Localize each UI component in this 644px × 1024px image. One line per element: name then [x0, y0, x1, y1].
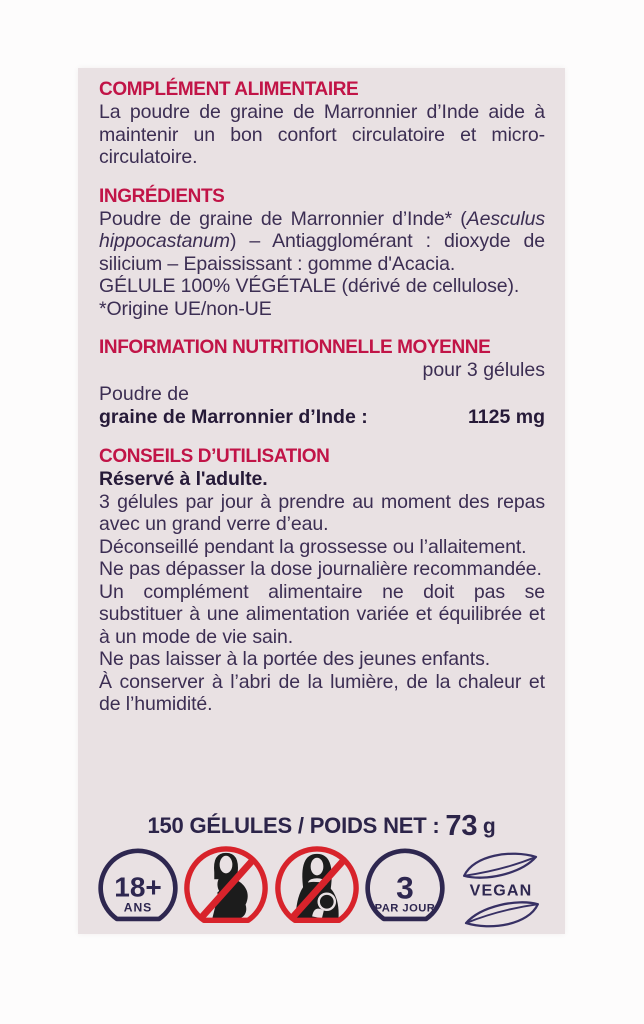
vegan-icon [449, 849, 553, 931]
net-weight-value: 73 [445, 810, 478, 842]
pregnancy-warning: Déconseillé pendant la grossesse ou l’allaitement. [99, 535, 527, 558]
section-conseils-utilisation [99, 445, 545, 716]
nutrition-heading: INFORMATION NUTRITIONNELLE MOYENNE [99, 337, 491, 358]
conseils-heading: CONSEILS D’UTILISATION [99, 446, 330, 467]
net-weight-unit: g [477, 815, 496, 838]
no-breastfeeding-icon [273, 846, 361, 934]
section-complement-alimentaire [99, 78, 545, 169]
storage-notice: À conserver à l’abri de la lumière, de la chaleur et de l’humidité. [99, 670, 545, 715]
quantity-line [78, 810, 565, 843]
no-pregnancy-icon [182, 846, 270, 934]
dose-number-text: 3 [395, 869, 414, 906]
complement-heading: COMPLÉMENT ALIMENTAIRE [99, 79, 359, 100]
complement-body: La poudre de graine de Marronnier d’Inde aide à maintenir un bon confort circulatoire et micro-circulatoire. [99, 101, 545, 168]
section-nutrition-info [99, 336, 545, 429]
adults-only-line: Réservé à l'adulte. [99, 468, 268, 490]
nutrient-label-line2: graine de Marronnier d’Inde : [99, 406, 368, 428]
supplement-box-back-panel [78, 68, 565, 934]
per-serving-note: pour 3 gélules [422, 359, 545, 381]
ingredients-paragraph [99, 208, 545, 276]
latin-name: Aesculus hippocastanum [99, 207, 545, 252]
pictogram-row [96, 847, 553, 933]
dose-frequency-text: PAR JOUR [374, 902, 436, 915]
section-ingredients [99, 185, 545, 321]
age-ans-text: ANS [123, 900, 153, 915]
ingredients-text-part2: ) – Antiagglomérant : dioxyde de silicium – Epaississant : gomme d'Acacia. [99, 230, 545, 275]
age-18-plus-icon [96, 848, 180, 932]
three-per-day-icon [363, 848, 447, 932]
quantity-text: 150 GÉLULES / POIDS NET : [147, 813, 446, 838]
daily-dose-warning: Ne pas dépasser la dose journalière recommandée. [99, 558, 542, 580]
ingredients-text-part1: Poudre de graine de Marronnier d’Inde* ( [99, 207, 467, 230]
label-content [78, 68, 565, 716]
nutrient-value: 1125 mg [468, 406, 545, 428]
ingredients-heading: INGRÉDIENTS [99, 185, 225, 207]
children-warning: Ne pas laisser à la portée des jeunes enfants. [99, 648, 491, 670]
balanced-diet-notice: Un complément alimentaire ne doit pas se substituer à une alimentation variée et équilibrée et à un mode de vie sain. [99, 580, 545, 648]
nutrient-row [99, 406, 545, 429]
age-18-plus-text: 18+ [114, 871, 162, 903]
origin-line: *Origine UE/non-UE [99, 297, 272, 320]
vegan-text: VEGAN [469, 881, 533, 900]
dosage-instructions: 3 gélules par jour à prendre au moment des repas avec un grand verre d’eau. [99, 490, 545, 535]
nutrient-label-line1: Poudre de [99, 383, 189, 405]
capsule-type-line: GÉLULE 100% VÉGÉTALE (dérivé de cellulose). [99, 275, 520, 297]
